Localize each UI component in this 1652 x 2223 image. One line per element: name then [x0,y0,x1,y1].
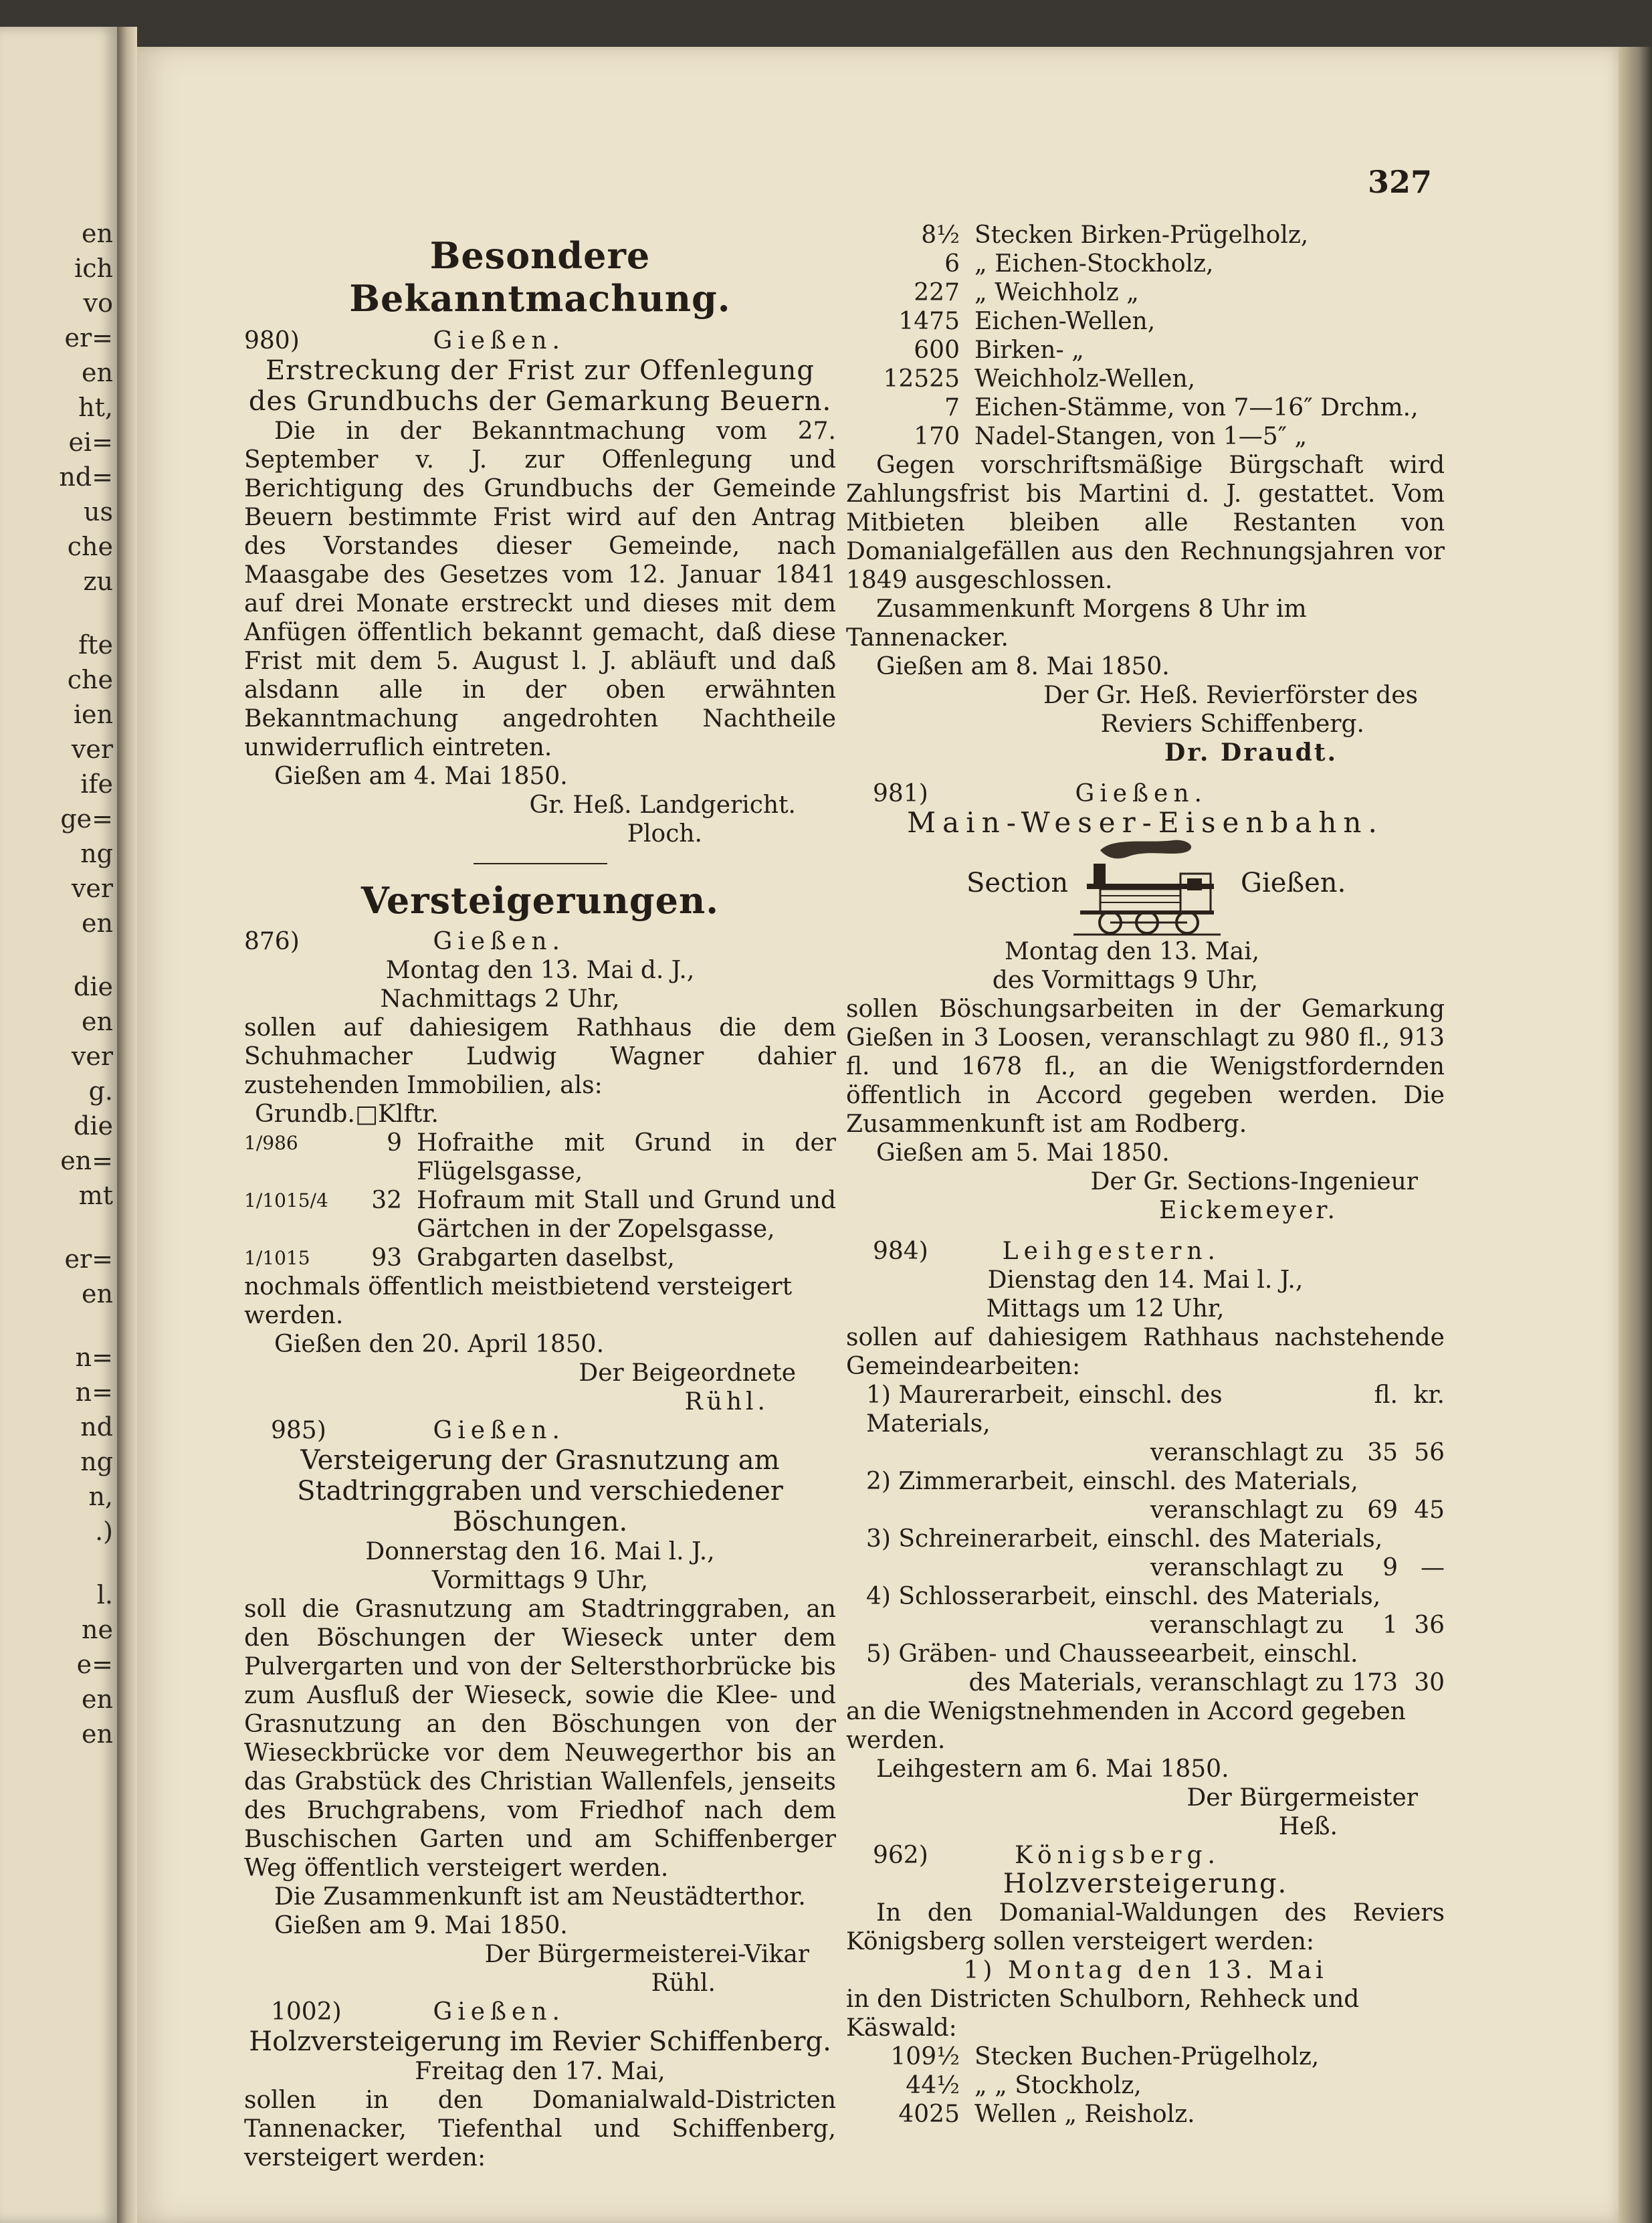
previous-page-fragment: en [82,1279,113,1309]
notice-number: 985) [271,1417,326,1444]
previous-page-fragment: en [82,358,113,387]
quantity: 6 [944,250,960,278]
quantity: 1475 [898,308,960,335]
previous-page-fragment: die [74,1111,113,1141]
notice-984 [846,1237,1445,1841]
notice-closing: an die Wenigstnehmenden in Accord gegeben werden. [846,1698,1406,1754]
description: Birken- „ [974,336,1084,364]
notice-date: Gießen den 20. April 1850. [274,1331,605,1358]
amount-fl: 69 [1367,1496,1398,1524]
notice-date-line: Freitag den 17. Mai, [415,2058,665,2085]
previous-page-fragment: ich [74,254,113,283]
description: Eichen-Wellen, [974,308,1156,335]
heading-besondere-bekanntmachung: Besondere Bekanntmachung. [349,234,731,320]
previous-page-fragment: .) [95,1517,113,1546]
column-header-kr: kr. [1413,1381,1445,1409]
previous-page-fragment: ng [80,839,113,868]
page-edge-right [1619,47,1652,2223]
notice-number: 1002) [271,1998,342,2026]
signature-name: Ploch. [627,820,702,848]
signature-name: Heß. [1278,1813,1338,1840]
notice-intro: In den Domanial-Waldungen des Reviers Königsberg sollen versteigert werden: [846,1899,1445,1955]
previous-page-fragment: us [84,497,113,526]
auction-districts: in den Districten Schulborn, Rehheck und Käswald: [846,1986,1360,2042]
amount-kr: — [1421,1554,1445,1581]
previous-page-fragment: nd= [59,462,113,492]
notice-1002 [244,1998,836,2172]
notice-title: Versteigerung der Grasnutzung am Stadtringgraben und verschiedener Böschungen. [297,1445,783,1537]
amount-kr: 36 [1414,1612,1445,1639]
grundb-cell: 1/1015/4 [244,1189,328,1212]
notice-place: Gießen. [1075,780,1207,807]
notice-985 [244,1416,836,1998]
auction-day: 1) Montag den 13. Mai [963,1957,1328,1984]
previous-page-fragment: e= [76,1650,113,1679]
amount-fl: 35 [1367,1439,1398,1466]
notice-intro: sollen auf dahiesigem Rathhaus die dem Schuhmacher Ludwig Wagner dahier zustehenden Immobilien, als: [244,1014,836,1099]
signature-title: Der Bürgermeister [1186,1784,1418,1812]
work-description: 3) Schreinerarbeit, einschl. des Materials, [866,1525,1383,1553]
previous-page-fragment: ife [80,769,113,799]
notice-number: 981) [873,780,928,807]
notice-body: sollen Böschungsarbeiten in der Gemarkung Gießen in 3 Loosen, veranschlagt zu 980 fl., 913 fl. und 1678 fl., an die Wenigstfordernden öffentlich in Accord gegeben werden. Die Zusammenkunft ist am Rodberg. [846,995,1445,1138]
work-description: 4) Schlosserarbeit, einschl. des Materials, [866,1583,1381,1610]
table-row [846,1553,1445,1582]
notice-time-line: Mittags um 12 Uhr, [986,1295,1225,1323]
previous-page-fragment: en= [60,1146,113,1175]
notice-meeting: Die Zusammenkunft ist am Neustädterthor. [274,1883,806,1911]
description-cell: Hofraithe mit Grund in der Flügelsgasse, [417,1129,836,1185]
signature-authority: Gr. Heß. Landgericht. [529,791,796,819]
list-item [846,365,1419,393]
notice-title: Main-Weser-Eisenbahn. [907,806,1384,839]
notice-body: Die in der Bekanntmachung vom 27. September v. J. zur Offenlegung und Berichtigung des Grundbuchs der Gemeinde Beuern bestimmte Frist wird auf den Antrag des Vorstandes dieser Gemeinde, nach Maasgabe des Gesetzes vom 12. Januar 1841 auf drei Monate erstreckt und dieses mit dem Anfügen öffentlich bekannt gemacht, daß diese Frist mit dem 5. August l. J. abläuft und daß alsdann alle in der oben erwähnten Bekanntmachung angedrohten Nachtheile unwiderruflich eintreten. [244,417,836,761]
notice-time-line: des Vormittags 9 Uhr, [992,967,1259,994]
description: Weichholz-Wellen, [974,365,1196,393]
previous-page-fragment: ne [82,1615,113,1644]
notice-981 [846,779,1445,1225]
notice-body: sollen in den Domanialwald-Districten Tannenacker, Tiefenthal und Schiffenberg, versteigert werden: [244,2087,836,2171]
quantity: 7 [944,394,960,421]
previous-page-fragment: ei= [68,427,113,457]
heading-versteigerungen: Versteigerungen. [360,879,720,922]
notice-date: Gießen am 5. Mai 1850. [876,1139,1170,1167]
table-row [846,1496,1445,1525]
list-item [846,307,1419,336]
previous-page-edge [0,27,117,2223]
work-description: 5) Gräben- und Chausseearbeit, einschl. [866,1640,1358,1668]
notice-date-line: Montag den 13. Mai d. J., [385,957,695,984]
previous-page-fragment: en [82,219,113,248]
previous-page-fragment: ht, [78,393,113,422]
works-table [846,1381,1445,1697]
right-column [846,221,1445,2129]
notice-body: Gegen vorschriftsmäßige Bürgschaft wird Zahlungsfrist bis Martini d. J. gestattet. Vom Mitbieten bleiben alle Restanten von Domanialgefällen aus den Rechnungsjahren vor 1849 ausgeschlossen. [846,452,1445,594]
previous-page-fragment: che [67,665,113,694]
section-divider [474,863,607,864]
notice-title: Erstreckung der Frist zur Offenlegung des Grundbuchs der Gemarkung Beuern. [248,355,832,417]
list-item [846,278,1419,307]
left-column [244,234,836,2172]
work-estimate-label: des Materials, veranschlagt zu [968,1669,1344,1697]
previous-page-fragment: die [74,972,113,1001]
previous-page-fragment: ver [71,874,113,903]
previous-page-fragment: ver [71,1042,113,1071]
previous-page-fragment: fte [78,630,113,660]
previous-page-fragment: n, [88,1482,113,1511]
previous-page-fragment: ien [73,700,113,729]
signature-name: Dr. Draudt. [1164,739,1338,767]
section-emblem [846,837,1445,937]
quantity: 8½ [921,221,960,249]
previous-page-fragment: en [82,1719,113,1749]
description: „ „ Stockholz, [974,2072,1142,2099]
notice-number: 876) [244,928,300,955]
work-estimate-label: veranschlagt zu [1150,1496,1344,1524]
notice-place: Leihgestern. [1002,1238,1221,1265]
description-cell: Hofraum mit Stall und Grund und Gärtchen in der Zopelsgasse, [417,1187,836,1243]
signature-title: Der Beigeordnete [579,1359,796,1387]
locomotive-icon [1073,837,1221,937]
notice-closing: nochmals öffentlich meistbietend versteigert werden. [244,1273,793,1329]
notice-962 [846,1841,1445,2129]
notice-date: Leihgestern am 6. Mai 1850. [876,1755,1229,1783]
quantity: 600 [914,336,960,364]
list-item [846,393,1419,422]
list-item [846,422,1419,451]
grundb-cell: 1/986 [244,1132,298,1154]
description: Eichen-Stämme, von 7—16″ Drchm., [974,394,1419,421]
signature-title: Der Bürgermeisterei-Vikar [484,1941,809,1968]
list-item [846,221,1419,250]
previous-page-fragment: g. [88,1076,113,1106]
previous-page-fragment: n= [75,1343,113,1372]
table-row [846,1438,1445,1467]
previous-page-fragment: mt [78,1181,113,1210]
previous-page-fragment: ng [80,1447,113,1476]
page-number: 327 [1368,164,1433,200]
previous-page-fragment: en [82,1684,113,1714]
klftr-cell: 9 [387,1129,402,1157]
notice-meeting: Zusammenkunft Morgens 8 Uhr im Tannenacker. [846,595,1307,652]
notice-place: Gießen. [433,1417,565,1444]
quantity: 170 [914,423,960,450]
signature-name: Eickemeyer. [1159,1197,1338,1224]
notice-number: 962) [873,1842,928,1869]
previous-page-fragment: er= [64,323,113,353]
signature-name: Rühl. [651,1969,716,1997]
quantity: 109½ [890,2043,960,2070]
klftr-cell: 32 [371,1187,402,1214]
work-estimate-label: veranschlagt zu [1150,1439,1344,1466]
notice-number: 984) [873,1238,928,1265]
amount-kr: 56 [1414,1439,1445,1466]
previous-page-fragment: vo [83,288,113,318]
column-header-fl: fl. [1374,1381,1398,1409]
amount-fl: 9 [1382,1554,1398,1581]
previous-page-fragment: en [82,1007,113,1036]
notice-place: Gießen. [433,327,565,355]
previous-page-fragment: zu [83,567,113,596]
description: „ Weichholz „ [974,279,1139,306]
signature-title: Der Gr. Heß. Revierförster des [1043,682,1418,709]
notice-title: Holzversteigerung. [1003,1868,1288,1899]
previous-page-fragment: er= [64,1244,113,1274]
column-header-grundb: Grundb. [255,1100,355,1128]
notice-place: Gießen. [433,928,565,955]
notice-date-line: Donnerstag den 16. Mai l. J., [365,1538,715,1565]
notice-date: Gießen am 9. Mai 1850. [274,1912,568,1939]
previous-page-fragment: n= [75,1377,113,1407]
description: Stecken Buchen-Prügelholz, [974,2043,1320,2070]
klftr-cell: 93 [371,1244,402,1272]
notice-date: Gießen am 8. Mai 1850. [876,653,1170,680]
notice-date: Gießen am 4. Mai 1850. [274,763,568,790]
quantity: 227 [914,279,960,306]
work-description: 1) Maurerarbeit, einschl. des Materials, [866,1381,1223,1438]
previous-page-fragment: ver [71,735,113,764]
previous-page-fragment: nd [80,1412,113,1442]
previous-page-fragment: che [67,532,113,561]
table-row [244,1186,836,1244]
table-row [846,1611,1445,1640]
work-description: 2) Zimmerarbeit, einschl. des Materials, [866,1468,1358,1495]
amount-fl: 1 [1382,1612,1398,1639]
list-item [846,336,1419,365]
signature-title: Der Gr. Sections-Ingenieur [1090,1168,1418,1195]
amount-kr: 30 [1414,1669,1445,1697]
section-label-left: Section [966,868,1069,898]
amount-kr: 45 [1414,1496,1445,1524]
list-item [846,250,1419,278]
notice-date-line: Dienstag den 14. Mai l. J., [987,1266,1304,1294]
notice-number: 980) [244,327,300,355]
notice-time-line: Vormittags 9 Uhr, [431,1567,649,1594]
amount-fl: 173 [1352,1669,1398,1697]
description-cell: Grabgarten daselbst, [417,1244,675,1272]
list-item [846,2071,1319,2100]
wood-list [846,2042,1319,2129]
previous-page-fragment: l. [96,1580,113,1610]
list-item [846,2100,1319,2129]
notice-title: Holzversteigerung im Revier Schiffenberg. [249,2026,831,2057]
column-header-klftr: □Klftr. [355,1100,439,1128]
quantity: 4025 [898,2101,960,2128]
notice-intro: sollen auf dahiesigem Rathhaus nachstehende Gemeindearbeiten: [846,1324,1445,1380]
previous-page-fragment: ge= [60,804,113,834]
description: Stecken Birken-Prügelholz, [974,221,1309,249]
description: Wellen „ Reisholz. [974,2101,1195,2128]
quantity: 12525 [883,365,960,393]
description: Nadel-Stangen, von 1—5″ „ [974,423,1308,450]
quantity: 44½ [906,2072,960,2099]
notice-body: soll die Grasnutzung am Stadtringgraben, an den Böschungen der Wieseck unter dem Pulvergarten und von der Seltersthorbrücke bis zum Ausfluß der Wieseck, sowie die Klee- und Grasnutzung an den Böschungen von der Wieseckbrücke vor dem Neuwegerthor bis an das Grabstück des Christian Wallenfels, jenseits des Bruchgrabens, vom Friedhof nach dem Buschischen Garten und am Schiffenberger Weg öffentlich versteigert werden. [244,1596,836,1882]
notice-place: Gießen. [433,1998,565,2026]
work-estimate-label: veranschlagt zu [1150,1612,1344,1639]
list-item [846,2042,1319,2071]
notice-980 [244,326,836,848]
grundb-cell: 1/1015 [244,1247,310,1269]
book-spine [117,27,137,2223]
work-estimate-label: veranschlagt zu [1150,1554,1344,1581]
section-label-right: Gießen. [1241,868,1346,898]
previous-page-fragment: en [82,908,113,938]
table-row [244,1244,836,1272]
notice-time-line: Nachmittags 2 Uhr, [380,985,620,1013]
notice-date-line: Montag den 13. Mai, [1004,938,1260,965]
table-row [244,1129,836,1186]
wood-list [846,221,1419,451]
signature-name: Rühl. [684,1388,769,1416]
notice-876 [244,927,836,1416]
description: „ Eichen-Stockholz, [974,250,1214,278]
table-row [846,1668,1445,1697]
property-table [244,1100,836,1272]
notice-place: Königsberg. [1015,1842,1221,1869]
signature-place: Reviers Schiffenberg. [1100,710,1364,738]
